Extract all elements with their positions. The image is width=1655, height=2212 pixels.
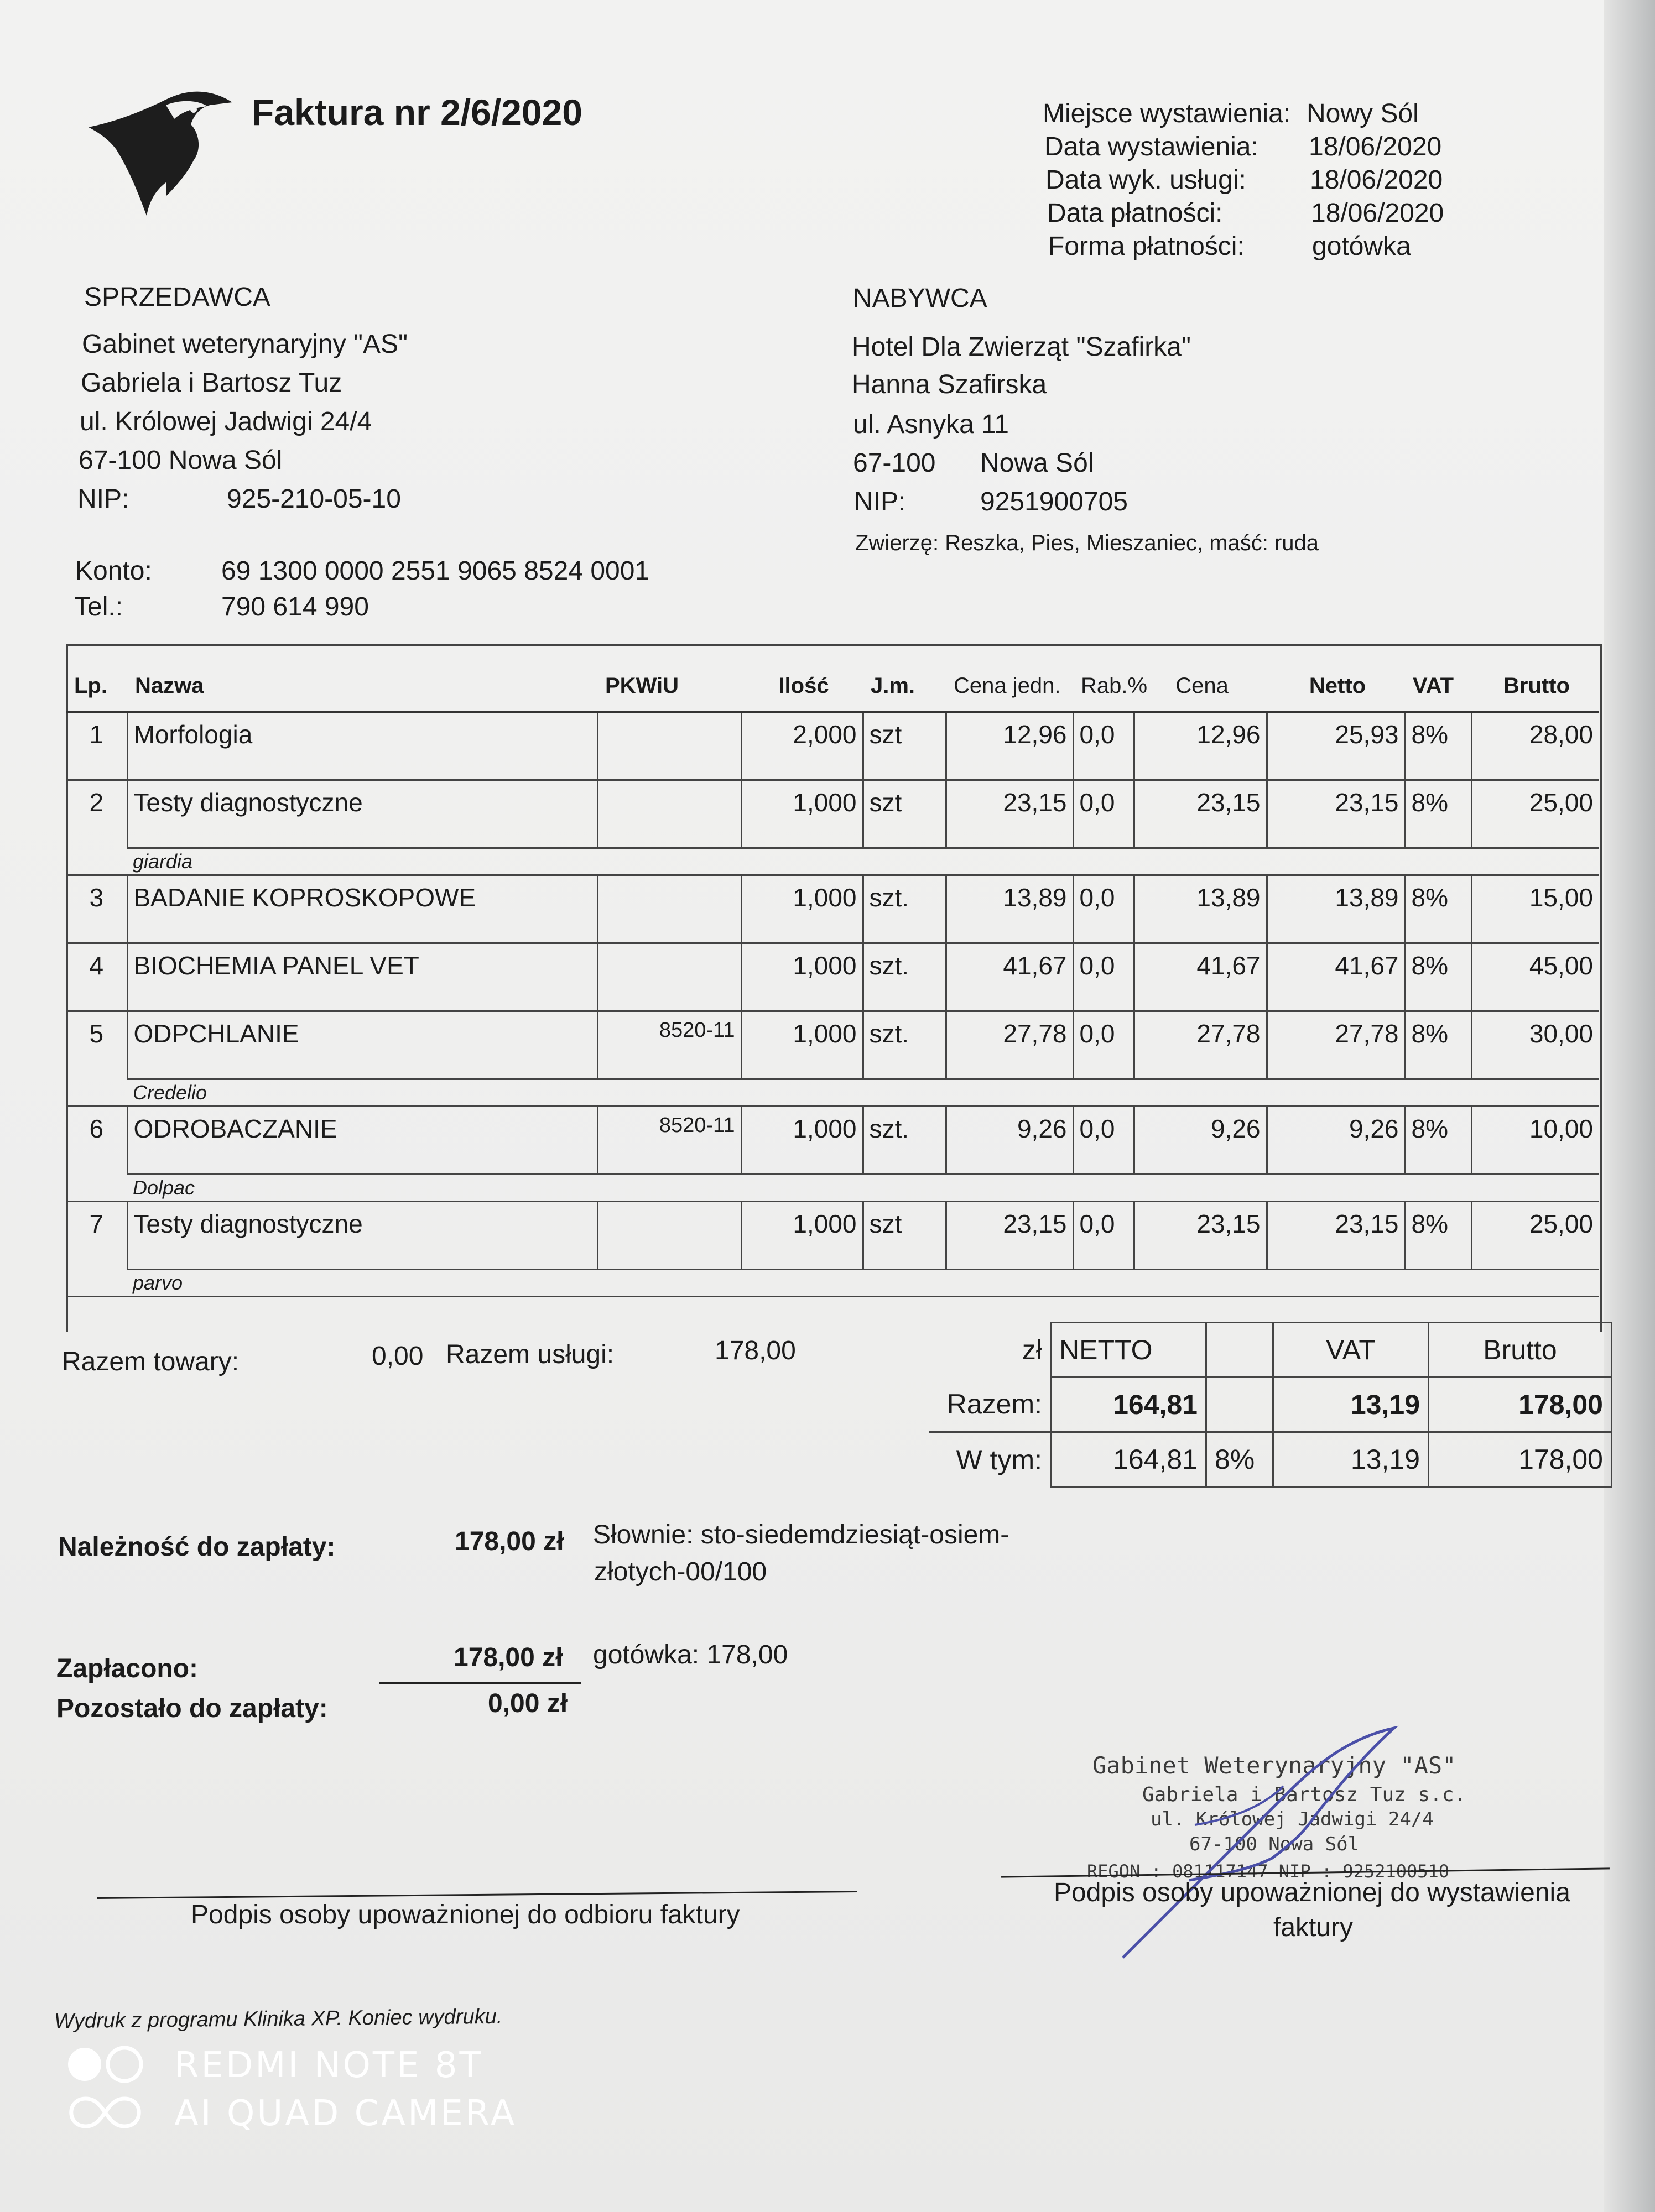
issuer-signature-caption-2: faktury (1273, 1913, 1354, 1942)
buyer-street: ul. Asnyka 11 (853, 410, 1009, 439)
services-total: 178,00 (715, 1336, 796, 1365)
row-name: Morfologia (127, 712, 597, 780)
row-qty: 1,000 (741, 875, 863, 943)
paid-amount: 178,00 zł (454, 1643, 563, 1672)
handwritten-signature-icon (1106, 1725, 1438, 1969)
row-name: Testy diagnostyczne (127, 1202, 597, 1270)
meta-issue-date-label: Data wystawienia: (1044, 132, 1258, 161)
row-unit: szt (863, 780, 946, 848)
col-header-unit-price: Cena jedn. (946, 647, 1073, 712)
amount-due-label: Należność do zapłaty: (58, 1532, 336, 1562)
row-vat: 8% (1405, 780, 1471, 848)
seller-tel: 790 614 990 (221, 592, 369, 622)
row-price: 23,15 (1134, 780, 1267, 848)
row-unit-price: 13,89 (946, 875, 1073, 943)
row-unit: szt. (863, 1011, 946, 1079)
row-unit-price: 41,67 (946, 943, 1073, 1011)
seller-tel-label: Tel.: (74, 592, 123, 622)
row-unit-price: 23,15 (946, 780, 1073, 848)
seller-account-label: Konto: (75, 556, 152, 586)
razem-vat: 13,19 (1273, 1378, 1429, 1432)
stamp-street: ul. Królowej Jadwigi 24/4 (1151, 1808, 1434, 1830)
row-vat: 8% (1405, 712, 1471, 780)
row-qty: 1,000 (741, 1011, 863, 1079)
meta-payment-form-value: gotówka (1312, 232, 1411, 261)
table-row (66, 780, 1599, 848)
col-header-gross: Brutto (1471, 647, 1599, 712)
bird-logo-icon (83, 77, 238, 221)
remaining-label: Pozostało do zapłaty: (56, 1694, 328, 1723)
row-lp: 6 (89, 1114, 104, 1143)
paid-label: Zapłacono: (56, 1654, 199, 1683)
col-header-qty: Ilość (741, 647, 863, 712)
meta-payment-date-value: 18/06/2020 (1311, 199, 1444, 228)
watermark-model: REDMI NOTE 8T (174, 2045, 483, 2086)
goods-total: 0,00 (372, 1342, 424, 1371)
col-header-pkwiu: PKWiU (597, 647, 741, 712)
meta-payment-form-label: Forma płatności: (1048, 232, 1245, 261)
row-price: 23,15 (1134, 1202, 1267, 1270)
row-note-text: Credelio (127, 1079, 1599, 1107)
buyer-city: Nowa Sól (980, 448, 1094, 478)
items-header-row (66, 647, 1599, 712)
col-header-name: Nazwa (127, 647, 597, 712)
amount-due: 178,00 zł (455, 1527, 564, 1556)
row-note-text: Dolpac (127, 1175, 1599, 1202)
row-unit: szt. (863, 875, 946, 943)
paid-underline (379, 1682, 581, 1684)
row-name: BADANIE KOPROSKOPOWE (127, 875, 597, 943)
row-net: 13,89 (1267, 875, 1405, 943)
row-pkwiu: 8520-11 (597, 1107, 741, 1175)
row-pkwiu (597, 943, 741, 1011)
seller-nip: 925-210-05-10 (227, 484, 401, 514)
row-net: 23,15 (1267, 780, 1405, 848)
currency-label: zł (1022, 1334, 1042, 1365)
row-note (66, 1079, 1599, 1107)
row-name: ODPCHLANIE (127, 1011, 597, 1079)
seller-city: 67-100 Nowa Sól (79, 446, 283, 475)
wtym-rate: 8% (1206, 1432, 1273, 1487)
row-lp: 2 (89, 788, 104, 817)
wtym-label: W tym: (929, 1432, 1051, 1487)
row-vat: 8% (1405, 1107, 1471, 1175)
buyer-heading: NABYWCA (853, 284, 987, 313)
seller-heading: SPRZEDAWCA (84, 283, 270, 312)
row-qty: 1,000 (741, 780, 863, 848)
table-row (66, 712, 1599, 780)
row-qty: 1,000 (741, 943, 863, 1011)
col-header-lp: Lp. (66, 647, 127, 712)
meta-payment-date-label: Data płatności: (1047, 199, 1223, 228)
camera-watermark-icon (64, 2043, 147, 2132)
stamp-regon-nip: REGON : 081117147 NIP : 9252100510 (1087, 1861, 1450, 1882)
row-gross: 10,00 (1471, 1107, 1599, 1175)
razem-netto: 164,81 (1051, 1378, 1206, 1432)
table-row (66, 1202, 1599, 1270)
row-note (66, 1175, 1599, 1202)
row-unit-price: 12,96 (946, 712, 1073, 780)
row-gross: 30,00 (1471, 1011, 1599, 1079)
row-unit: szt (863, 1202, 946, 1270)
row-gross: 15,00 (1471, 875, 1599, 943)
row-gross: 28,00 (1471, 712, 1599, 780)
col-header-discount: Rab.% (1073, 647, 1134, 712)
row-unit: szt. (863, 943, 946, 1011)
buyer-nip-label: NIP: (854, 487, 906, 517)
row-name: Testy diagnostyczne (127, 780, 597, 848)
table-row (66, 1011, 1599, 1079)
vat-header: VAT (1273, 1323, 1429, 1378)
row-lp: 7 (89, 1209, 104, 1238)
row-qty: 1,000 (741, 1107, 863, 1175)
items-table (66, 647, 1599, 1297)
row-discount: 0,0 (1073, 1202, 1134, 1270)
row-discount: 0,0 (1073, 712, 1134, 780)
row-discount: 0,0 (1073, 943, 1134, 1011)
brutto-header: Brutto (1429, 1323, 1612, 1378)
vat-summary-table (929, 1322, 1612, 1488)
netto-header: NETTO (1051, 1323, 1206, 1378)
col-header-price: Cena (1134, 647, 1267, 712)
meta-issue-date-value: 18/06/2020 (1309, 132, 1442, 161)
col-header-vat: VAT (1405, 647, 1471, 712)
row-unit: szt. (863, 1107, 946, 1175)
row-lp: 5 (89, 1019, 104, 1048)
row-pkwiu (597, 875, 741, 943)
row-lp: 3 (66, 875, 127, 943)
table-row (66, 943, 1599, 1011)
wtym-netto: 164,81 (1051, 1432, 1206, 1487)
row-net: 41,67 (1267, 943, 1405, 1011)
stamp-city: 67-100 Nowa Sól (1189, 1833, 1360, 1855)
row-unit-price: 9,26 (946, 1107, 1073, 1175)
row-name: ODROBACZANIE (127, 1107, 597, 1175)
row-note (66, 1270, 1599, 1297)
row-net: 9,26 (1267, 1107, 1405, 1175)
row-net: 23,15 (1267, 1202, 1405, 1270)
amount-in-words-1: Słownie: sto-siedemdziesiąt-osiem- (593, 1520, 1009, 1550)
buyer-nip: 9251900705 (980, 487, 1128, 517)
row-note (66, 848, 1599, 875)
col-header-unit: J.m. (863, 647, 946, 712)
row-vat: 8% (1405, 943, 1471, 1011)
row-gross: 25,00 (1471, 780, 1599, 848)
row-net: 27,78 (1267, 1011, 1405, 1079)
watermark-camera: AI QUAD CAMERA (174, 2093, 517, 2134)
wtym-row (929, 1432, 1612, 1487)
row-price: 27,78 (1134, 1011, 1267, 1079)
row-qty: 2,000 (741, 712, 863, 780)
paid-method: gotówka: 178,00 (593, 1640, 788, 1670)
meta-place-value: Nowy Sól (1307, 99, 1419, 128)
meta-place-label: Miejsce wystawienia: (1043, 99, 1291, 128)
row-price: 13,89 (1134, 875, 1267, 943)
meta-service-date-value: 18/06/2020 (1310, 165, 1443, 195)
seller-name: Gabinet weterynaryjny "AS" (82, 330, 408, 359)
col-header-net: Netto (1267, 647, 1405, 712)
row-price: 41,67 (1134, 943, 1267, 1011)
buyer-person: Hanna Szafirska (852, 370, 1047, 399)
row-gross: 45,00 (1471, 943, 1599, 1011)
wtym-brutto: 178,00 (1429, 1432, 1612, 1487)
row-discount: 0,0 (1073, 1107, 1134, 1175)
row-discount: 0,0 (1073, 1011, 1134, 1079)
row-pkwiu (597, 780, 741, 848)
row-unit-price: 27,78 (946, 1011, 1073, 1079)
row-note-text: parvo (127, 1270, 1599, 1297)
row-price: 12,96 (1134, 712, 1267, 780)
remaining-amount: 0,00 zł (488, 1689, 568, 1718)
row-qty: 1,000 (741, 1202, 863, 1270)
razem-brutto: 178,00 (1429, 1378, 1612, 1432)
meta-service-date-label: Data wyk. usługi: (1045, 165, 1246, 195)
seller-owners: Gabriela i Bartosz Tuz (81, 368, 342, 398)
row-gross: 25,00 (1471, 1202, 1599, 1270)
invoice-title: Faktura nr 2/6/2020 (252, 92, 582, 133)
issuer-signature-caption-1: Podpis osoby upoważnionej do wystawienia (1054, 1878, 1570, 1907)
row-pkwiu (597, 1202, 741, 1270)
razem-label: Razem: (946, 1389, 1042, 1420)
goods-total-label: Razem towary: (62, 1347, 240, 1376)
vat-summary-header-row (929, 1323, 1612, 1378)
services-total-label: Razem usługi: (446, 1340, 615, 1369)
table-row (66, 1107, 1599, 1175)
wtym-vat: 13,19 (1273, 1432, 1429, 1487)
buyer-postcode: 67-100 (853, 448, 936, 478)
row-vat: 8% (1405, 1202, 1471, 1270)
row-name: BIOCHEMIA PANEL VET (127, 943, 597, 1011)
row-discount: 0,0 (1073, 875, 1134, 943)
razem-row (929, 1378, 1612, 1432)
row-pkwiu (597, 712, 741, 780)
paper-edge-shadow (1604, 0, 1655, 2212)
seller-account: 69 1300 0000 2551 9065 8524 0001 (221, 556, 650, 586)
row-vat: 8% (1405, 1011, 1471, 1079)
row-note-text: giardia (127, 848, 1599, 875)
table-row (66, 875, 1599, 943)
receiver-signature-caption: Podpis osoby upoważnionej do odbioru faktury (191, 1900, 740, 1929)
amount-in-words-2: złotych-00/100 (594, 1557, 767, 1587)
seller-nip-label: NIP: (77, 484, 129, 514)
row-pkwiu: 8520-11 (597, 1011, 741, 1079)
row-price: 9,26 (1134, 1107, 1267, 1175)
buyer-animal: Zwierzę: Reszka, Pies, Mieszaniec, maść: ruda (855, 531, 1319, 555)
seller-street: ul. Królowej Jadwigi 24/4 (80, 407, 372, 436)
stamp-name: Gabinet Weterynaryjny "AS" (1092, 1752, 1456, 1779)
row-lp: 1 (66, 712, 127, 780)
buyer-name: Hotel Dla Zwierząt "Szafirka" (852, 332, 1191, 362)
row-vat: 8% (1405, 875, 1471, 943)
stamp-owners: Gabriela i Bartosz Tuz s.c. (1142, 1783, 1466, 1806)
printout-footer: Wydruk z programu Klinika XP. Koniec wydruku. (54, 2005, 503, 2033)
row-unit-price: 23,15 (946, 1202, 1073, 1270)
row-unit: szt (863, 712, 946, 780)
row-net: 25,93 (1267, 712, 1405, 780)
row-discount: 0,0 (1073, 780, 1134, 848)
row-lp: 4 (66, 943, 127, 1011)
